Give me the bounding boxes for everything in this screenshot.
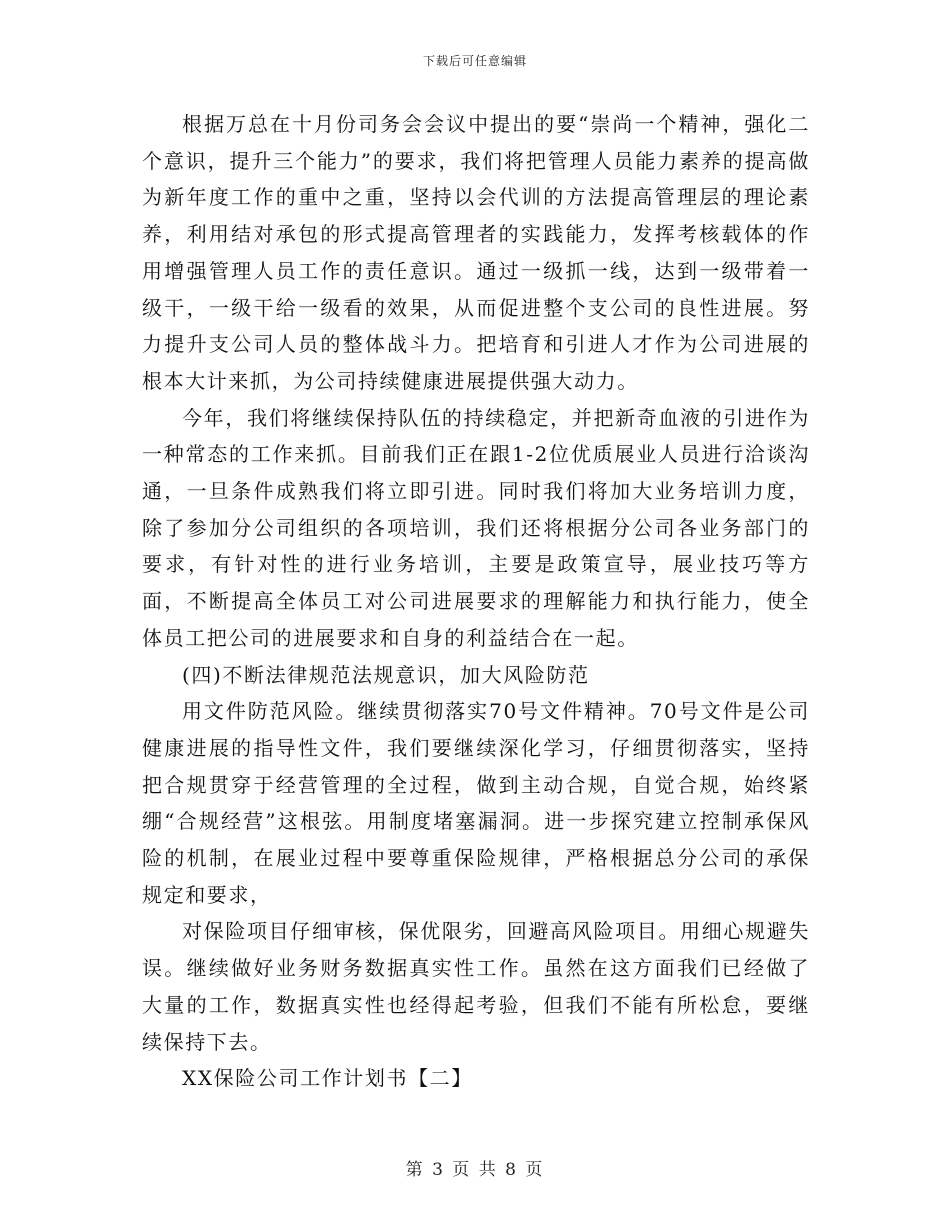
page-header: 下载后可任意编辑 <box>422 54 527 68</box>
paragraph-management-capability: 根据万总在十月份司务会会议中提出的要“崇尚一个精神，强化二个意识，提升三个能力”的要求，我们将把管理人员能力素养的提高做为新年度工作的重中之重，坚持以会代训的方法提高管理层的理论素养，利用结对承包的形式提高管理者的实践能力，发挥考核载体的作用增强管理人员工作的责任意识。通过一级抓一线，达到一级带着一级干，一级干给一级看的效果，从而促进整个支公司的良性进展。努力提升支公司人员的整体战斗力。把培育和引进人才作为公司进展的根本大计来抓，为公司持续健康进展提供强大动力。 <box>142 112 810 393</box>
paragraph-project-review: 对保险项目仔细审核，保优限劣，回避高风险项目。用细心规避失误。继续做好业务财务数据真实性工作。虽然在这方面我们已经做了大量的工作，数据真实性也经得起考验，但我们不能有所松怠，要继续保持下去。 <box>142 919 810 1054</box>
paragraph-document-risk: 用文件防范风险。继续贯彻落实70号文件精神。70号文件是公司健康进展的指导性文件，我们要继续深化学习，仔细贯彻落实，坚持把合规贯穿于经营管理的全过程，做到主动合规，自觉合规，始终紧绷“合规经营”这根弦。用制度堵塞漏洞。进一步探究建立控制承保风险的机制，在展业过程中要尊重保险规律，严格根据总分公司的承保规定和要求， <box>142 699 810 907</box>
document-body <box>142 106 810 1097</box>
paragraph-team-stability: 今年，我们将继续保持队伍的持续稳定，并把新奇血液的引进作为一种常态的工作来抓。目前我们正在跟1-2位优质展业人员进行洽谈沟通，一旦条件成熟我们将立即引进。同时我们将加大业务培训力度，除了参加分公司组织的各项培训，我们还将根据分公司各业务部门的要求，有针对性的进行业务培训，主要是政策宣导，展业技巧等方面，不断提高全体员工对公司进展要求的理解能力和执行能力，使全体员工把公司的进展要求和自身的利益结合在一起。 <box>142 405 810 650</box>
section-heading-risk-prevention: (四)不断法律规范法规意识，加大风险防范 <box>182 662 590 687</box>
section-title-work-plan-two: XX保险公司工作计划书【二】 <box>182 1066 473 1091</box>
page-number: 第 3 页 共 8 页 <box>405 1160 545 1180</box>
